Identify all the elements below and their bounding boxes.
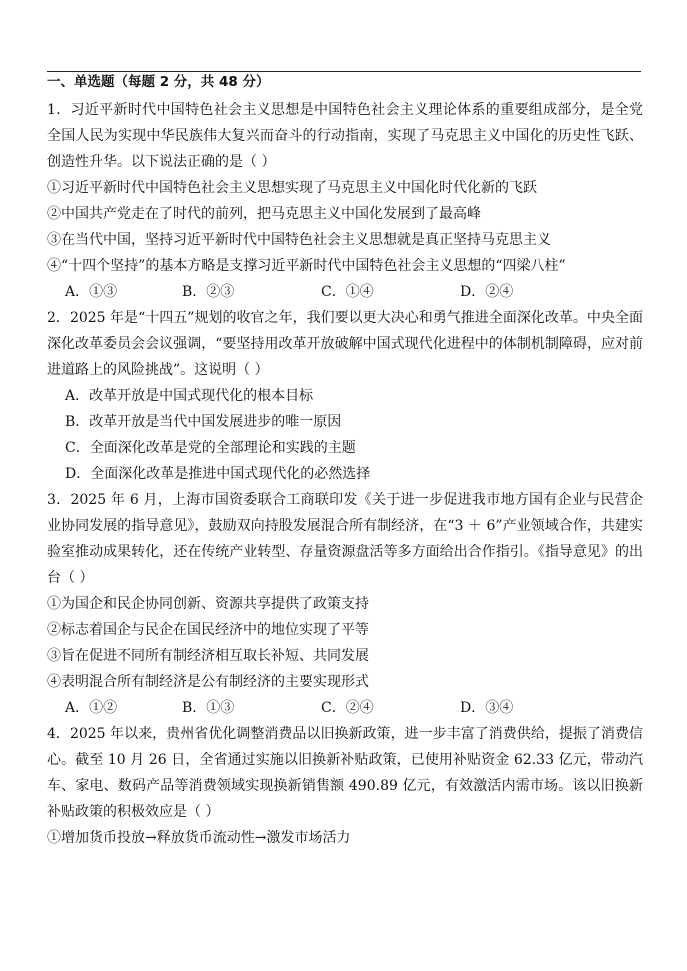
question-3-choice-a: A．①②: [65, 700, 118, 716]
question-3-statement-1: ①为国企和民企协同创新、资源共享提供了政策支持: [47, 596, 369, 612]
question-2-stem: 2．2025 年是“十四五”规划的收官之年，我们要以更大决心和勇气推进全面深化改革。中央全面深化改革委员会会议强调，“要坚持用改革开放破解中国式现代化进程中的体制机制障碍，应对前进道路上的风险挑战”。这说明（ ）: [47, 310, 643, 378]
question-1-choice-a: A．①③: [65, 284, 118, 300]
question-1-statement-1: ①习近平新时代中国特色社会主义思想实现了马克思主义中国化时代化新的飞跃: [47, 180, 537, 196]
question-1-choice-c: C．①④: [321, 284, 374, 300]
question-3-choice-d: D．③④: [460, 700, 514, 716]
question-2-option-d: D．全面深化改革是推进中国式现代化的必然选择: [65, 466, 371, 482]
question-3-choice-b: B．①③: [182, 700, 235, 716]
exam-content: [47, 72, 643, 851]
question-4-statement-1: ①增加货币投放→释放货币流动性→激发市场活力: [47, 830, 351, 846]
question-4-stem: 4．2025 年以来，贵州省优化调整消费品以旧换新政策，进一步丰富了消费供给，提振了消费信心。截至 10 月 26 日，全省通过实施以旧换新补贴政策，已使用补贴资金 62.33 亿元，带动汽车、家电、数码产品等消费领域实现换新销售额 490.89 亿元，有效激活内需市场。该以旧换新补贴政策的积极效应是（ ）: [47, 726, 643, 820]
question-1: [47, 97, 643, 305]
question-3-choice-c: C．②④: [321, 700, 374, 716]
question-3-choices: [47, 695, 643, 721]
question-1-choices: [47, 279, 643, 305]
question-3-statement-2: ②标志着国企与民企在国民经济中的地位实现了平等: [47, 622, 369, 638]
question-3: [47, 487, 643, 721]
question-1-statement-3: ③在当代中国，坚持习近平新时代中国特色社会主义思想就是真正坚持马克思主义: [47, 232, 551, 248]
question-2-option-a: A．改革开放是中国式现代化的根本目标: [65, 388, 314, 404]
question-4: [47, 721, 643, 851]
question-1-stem: 1．习近平新时代中国特色社会主义思想是中国特色社会主义理论体系的重要组成部分，是全党全国人民为实现中华民族伟大复兴而奋斗的行动指南，实现了马克思主义中国化的历史性飞跃、创造性升华。以下说法正确的是（ ）: [47, 102, 643, 170]
question-1-choice-d: D．②④: [460, 284, 514, 300]
question-2-option-b: B．改革开放是当代中国发展进步的唯一原因: [65, 414, 342, 430]
question-1-statement-2: ②中国共产党走在了时代的前列，把马克思主义中国化发展到了最高峰: [47, 206, 481, 222]
question-3-stem: 3．2025 年 6 月，上海市国资委联合工商联印发《关于进一步促进我市地方国有企业与民营企业协同发展的指导意见》，鼓励双向持股发展混合所有制经济，在“3 ＋ 6”产业领域合作，共建实验室推动成果转化，还在传统产业转型、存量资源盘活等多方面给出合作指引。《指导意见》的出台（ ）: [47, 492, 643, 586]
question-3-statement-4: ④表明混合所有制经济是公有制经济的主要实现形式: [47, 674, 369, 690]
question-1-statement-4: ④“十四个坚持”的基本方略是支撑习近平新时代中国特色社会主义思想的“四梁八柱”: [47, 258, 566, 274]
question-3-statement-3: ③旨在促进不同所有制经济相互取长补短、共同发展: [47, 648, 369, 664]
section-title: 一、单选题（每题 2 分，共 48 分）: [47, 74, 270, 90]
question-2-option-c: C．全面深化改革是党的全部理论和实践的主题: [65, 440, 356, 456]
question-1-choice-b: B．②③: [182, 284, 235, 300]
question-2: [47, 305, 643, 487]
